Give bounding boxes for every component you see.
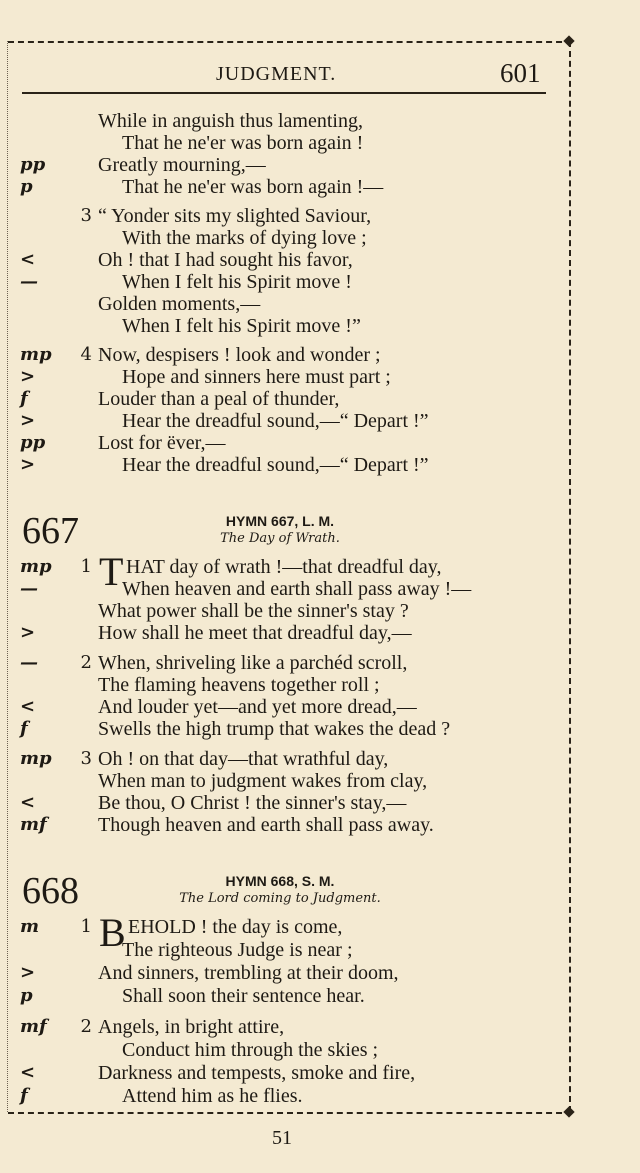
verse-line [0, 293, 560, 315]
verse-text: When heaven and earth shall pass away !— [122, 578, 472, 600]
verse-text: The righteous Judge is near ; [122, 939, 353, 961]
dynamic-mark: > [20, 454, 36, 475]
verse-text: With the marks of dying love ; [122, 227, 367, 249]
verse-text: Now, despisers ! look and wonder ; [98, 344, 381, 366]
hymn-subtitle-667: The Day of Wrath. [220, 531, 340, 546]
verse-text: That he ne'er was born again ! [122, 132, 364, 154]
dynamic-mark: pp [20, 432, 46, 453]
verse-text: When, shriveling like a parchéd scroll, [98, 652, 408, 674]
verse-text: When I felt his Spirit move ! [122, 271, 352, 293]
verse-line [0, 696, 560, 718]
verse-line [0, 249, 560, 271]
verse-text: Attend him as he flies. [122, 1085, 303, 1107]
verse-line [0, 410, 560, 432]
dynamic-mark: pp [20, 154, 46, 175]
corner-diamond-icon [563, 1106, 574, 1117]
verse-line [0, 792, 560, 814]
verse-text: HAT day of wrath !—that dreadful day, [126, 556, 442, 578]
dynamic-mark: p [20, 985, 33, 1006]
verse-line [0, 622, 560, 644]
verse-line [0, 432, 560, 454]
verse-line [0, 227, 560, 249]
header-rule [22, 92, 546, 94]
dynamic-mark: — [20, 578, 38, 599]
verse-number: 3 [80, 748, 92, 769]
hymn-number-667: 667 [22, 510, 79, 552]
dynamic-mark: > [20, 410, 36, 431]
verse-text: While in anguish thus lamenting, [98, 110, 363, 132]
right-border-rule [569, 41, 571, 1112]
verse-text: When I felt his Spirit move !” [122, 315, 361, 337]
verse-text: When man to judgment wakes from clay, [98, 770, 428, 792]
verse-text: Golden moments,— [98, 293, 261, 315]
dynamic-mark: — [20, 652, 38, 673]
hymn-title-668: HYMN 668, S. M. [225, 873, 335, 889]
dynamic-mark: > [20, 622, 36, 643]
dynamic-mark: mp [20, 556, 52, 577]
verse-text: And sinners, trembling at their doom, [98, 962, 399, 984]
verse-text: Greatly mourning,— [98, 154, 266, 176]
dynamic-mark: p [20, 176, 33, 197]
dynamic-mark: > [20, 962, 36, 983]
verse-line [0, 674, 560, 696]
verse-line [0, 154, 560, 176]
page-number: 601 [500, 58, 541, 88]
verse-line [0, 132, 560, 154]
verse-text: Shall soon their sentence hear. [122, 985, 365, 1007]
verse-number: 2 [80, 1016, 92, 1037]
verse-line [0, 748, 560, 770]
verse-line [0, 600, 560, 622]
verse-text: And louder yet—and yet more dread,— [98, 696, 417, 718]
dynamic-mark: mf [20, 1016, 47, 1037]
verse-line [0, 388, 560, 410]
verse-line [0, 344, 560, 366]
verse-text: Oh ! on that day—that wrathful day, [98, 748, 389, 770]
verse-line [0, 1062, 560, 1084]
verse-text: “ Yonder sits my slighted Saviour, [98, 205, 372, 227]
running-head-title: JUDGMENT. [216, 63, 337, 85]
verse-text: Lost for ëver,— [98, 432, 226, 454]
verse-line [0, 652, 560, 674]
verse-text: The flaming heavens together roll ; [98, 674, 380, 696]
dynamic-mark: f [20, 718, 28, 739]
verse-text: That he ne'er was born again !— [122, 176, 384, 198]
dynamic-mark: mp [20, 748, 52, 769]
dropcap-667: T [99, 549, 124, 594]
verse-text: Conduct him through the skies ; [122, 1039, 379, 1061]
verse-text: Darkness and tempests, smoke and fire, [98, 1062, 416, 1084]
hymn-subtitle-668: The Lord coming to Judgment. [179, 891, 381, 906]
corner-diamond-icon [563, 35, 574, 46]
verse-line [0, 939, 560, 961]
verse-number: 2 [80, 652, 92, 673]
verse-line [0, 814, 560, 836]
verse-number: 3 [80, 205, 92, 226]
verse-line [0, 962, 560, 984]
dynamic-mark: f [20, 388, 28, 409]
verse-line [0, 176, 560, 198]
verse-text: Louder than a peal of thunder, [98, 388, 340, 410]
verse-text: Be thou, O Christ ! the sinner's stay,— [98, 792, 407, 814]
dynamic-mark: < [20, 1062, 36, 1083]
dynamic-mark: mp [20, 344, 52, 365]
verse-line [0, 985, 560, 1007]
verse-line [0, 718, 560, 740]
verse-text: Angels, in bright attire, [98, 1016, 285, 1038]
dynamic-mark: < [20, 249, 36, 270]
hymn-number-668: 668 [22, 870, 79, 912]
verse-text: What power shall be the sinner's stay ? [98, 600, 409, 622]
verse-line [0, 366, 560, 388]
verse-text: Hear the dreadful sound,—“ Depart !” [122, 454, 429, 476]
verse-line [0, 916, 560, 938]
verse-line [0, 578, 560, 600]
dynamic-mark: < [20, 792, 36, 813]
verse-line [0, 315, 560, 337]
verse-text: Hope and sinners here must part ; [122, 366, 391, 388]
verse-number: 1 [80, 916, 92, 937]
verse-line [0, 110, 560, 132]
bottom-border-rule [8, 1112, 572, 1114]
dynamic-mark: > [20, 366, 36, 387]
dynamic-mark: mf [20, 814, 47, 835]
verse-text: Oh ! that I had sought his favor, [98, 249, 353, 271]
dynamic-mark: f [20, 1085, 28, 1106]
signature-mark: 51 [272, 1127, 292, 1149]
dynamic-mark: m [20, 916, 40, 937]
verse-line [0, 1085, 560, 1107]
verse-text: Swells the high trump that wakes the dead ? [98, 718, 451, 740]
dynamic-mark: — [20, 271, 38, 292]
verse-number: 4 [80, 344, 92, 365]
dynamic-mark: < [20, 696, 36, 717]
verse-text: EHOLD ! the day is come, [128, 916, 343, 938]
hymn-title-667: HYMN 667, L. M. [225, 513, 335, 529]
verse-text: Hear the dreadful sound,—“ Depart !” [122, 410, 429, 432]
verse-line [0, 1039, 560, 1061]
verse-line [0, 1016, 560, 1038]
verse-line [0, 454, 560, 476]
verse-line [0, 556, 560, 578]
verse-line [0, 205, 560, 227]
verse-line [0, 271, 560, 293]
verse-text: Though heaven and earth shall pass away. [98, 814, 434, 836]
verse-number: 1 [80, 556, 92, 577]
top-border-rule [8, 41, 572, 43]
verse-line [0, 770, 560, 792]
dropcap-668: B [99, 910, 126, 955]
verse-text: How shall he meet that dreadful day,— [98, 622, 412, 644]
